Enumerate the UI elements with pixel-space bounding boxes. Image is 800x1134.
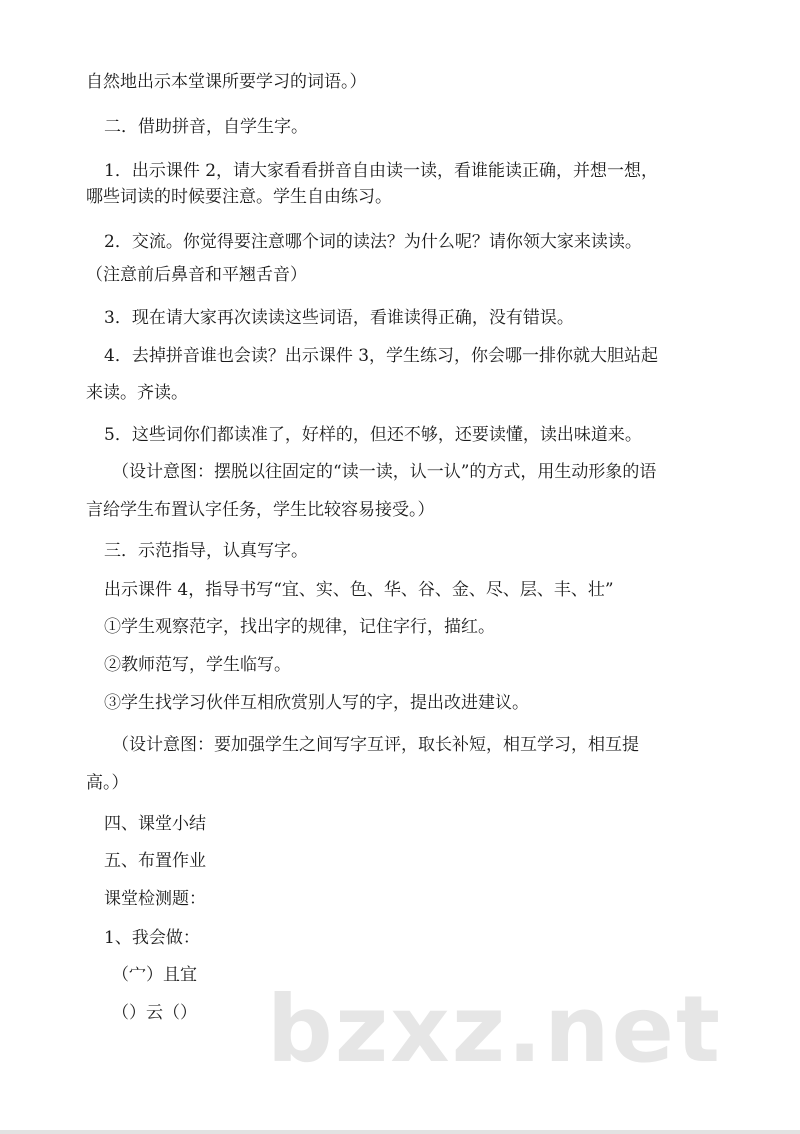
quiz-heading: 课堂检测题： <box>104 889 206 909</box>
page-bottom-edge <box>0 1130 800 1134</box>
text-line-1: 自然地出示本堂课所要学习的词语。） <box>86 72 367 92</box>
text-line-8: 4．去掉拼音谁也会读？出示课件 3，学生练习，你会哪一排你就大胆站起 <box>104 346 659 366</box>
text-line-14: 出示课件 4，指导书写“宜、实、色、华、谷、金、尽、层、丰、壮” <box>104 580 614 600</box>
site-watermark: bzxz.net <box>266 976 722 1083</box>
section-heading-2: 二．借助拼音，自学生字。 <box>104 117 308 137</box>
section-heading-5: 五、布置作业 <box>104 851 206 871</box>
text-line-4: 哪些词读的时候要注意。学生自由练习。 <box>86 187 392 207</box>
list-item-1: ①学生观察范字，找出字的规律，记住字行，描红。 <box>104 617 495 637</box>
text-line-9: 来读。齐读。 <box>86 383 188 403</box>
text-line-6: （注意前后鼻音和平翘舌音） <box>86 265 307 285</box>
design-note-line-4: 高。） <box>86 773 129 793</box>
list-item-3: ③学生找学习伙伴互相欣赏别人写的字，提出改进建议。 <box>104 693 529 713</box>
quiz-answer-line-1: （宀）且宜 <box>112 965 197 985</box>
quiz-answer-line-2: （）云（） <box>112 1003 197 1023</box>
text-line-10: 5．这些词你们都读准了，好样的，但还不够，还要读懂，读出味道来。 <box>104 425 642 445</box>
text-line-5: 2．交流。你觉得要注意哪个词的读法？为什么呢？请你领大家来读读。 <box>104 232 642 252</box>
design-note-line-1: （设计意图：摆脱以往固定的“读一读，认一认”的方式，用生动形象的语 <box>112 462 657 482</box>
text-line-7: 3．现在请大家再次读读这些词语，看谁读得正确，没有错误。 <box>104 308 574 328</box>
list-item-2: ②教师范写，学生临写。 <box>104 655 291 675</box>
text-line-3: 1．出示课件 2，请大家看看拼音自由读一读，看谁能读正确，并想一想， <box>104 161 659 181</box>
design-note-line-2: 言给学生布置认字任务，学生比较容易接受。） <box>86 500 435 520</box>
section-heading-4: 四、课堂小结 <box>104 814 206 834</box>
section-heading-3: 三．示范指导，认真写字。 <box>104 541 308 561</box>
quiz-question-1: 1、我会做： <box>104 928 200 948</box>
design-note-line-3: （设计意图：要加强学生之间写字互评，取长补短，相互学习，相互提 <box>112 735 639 755</box>
